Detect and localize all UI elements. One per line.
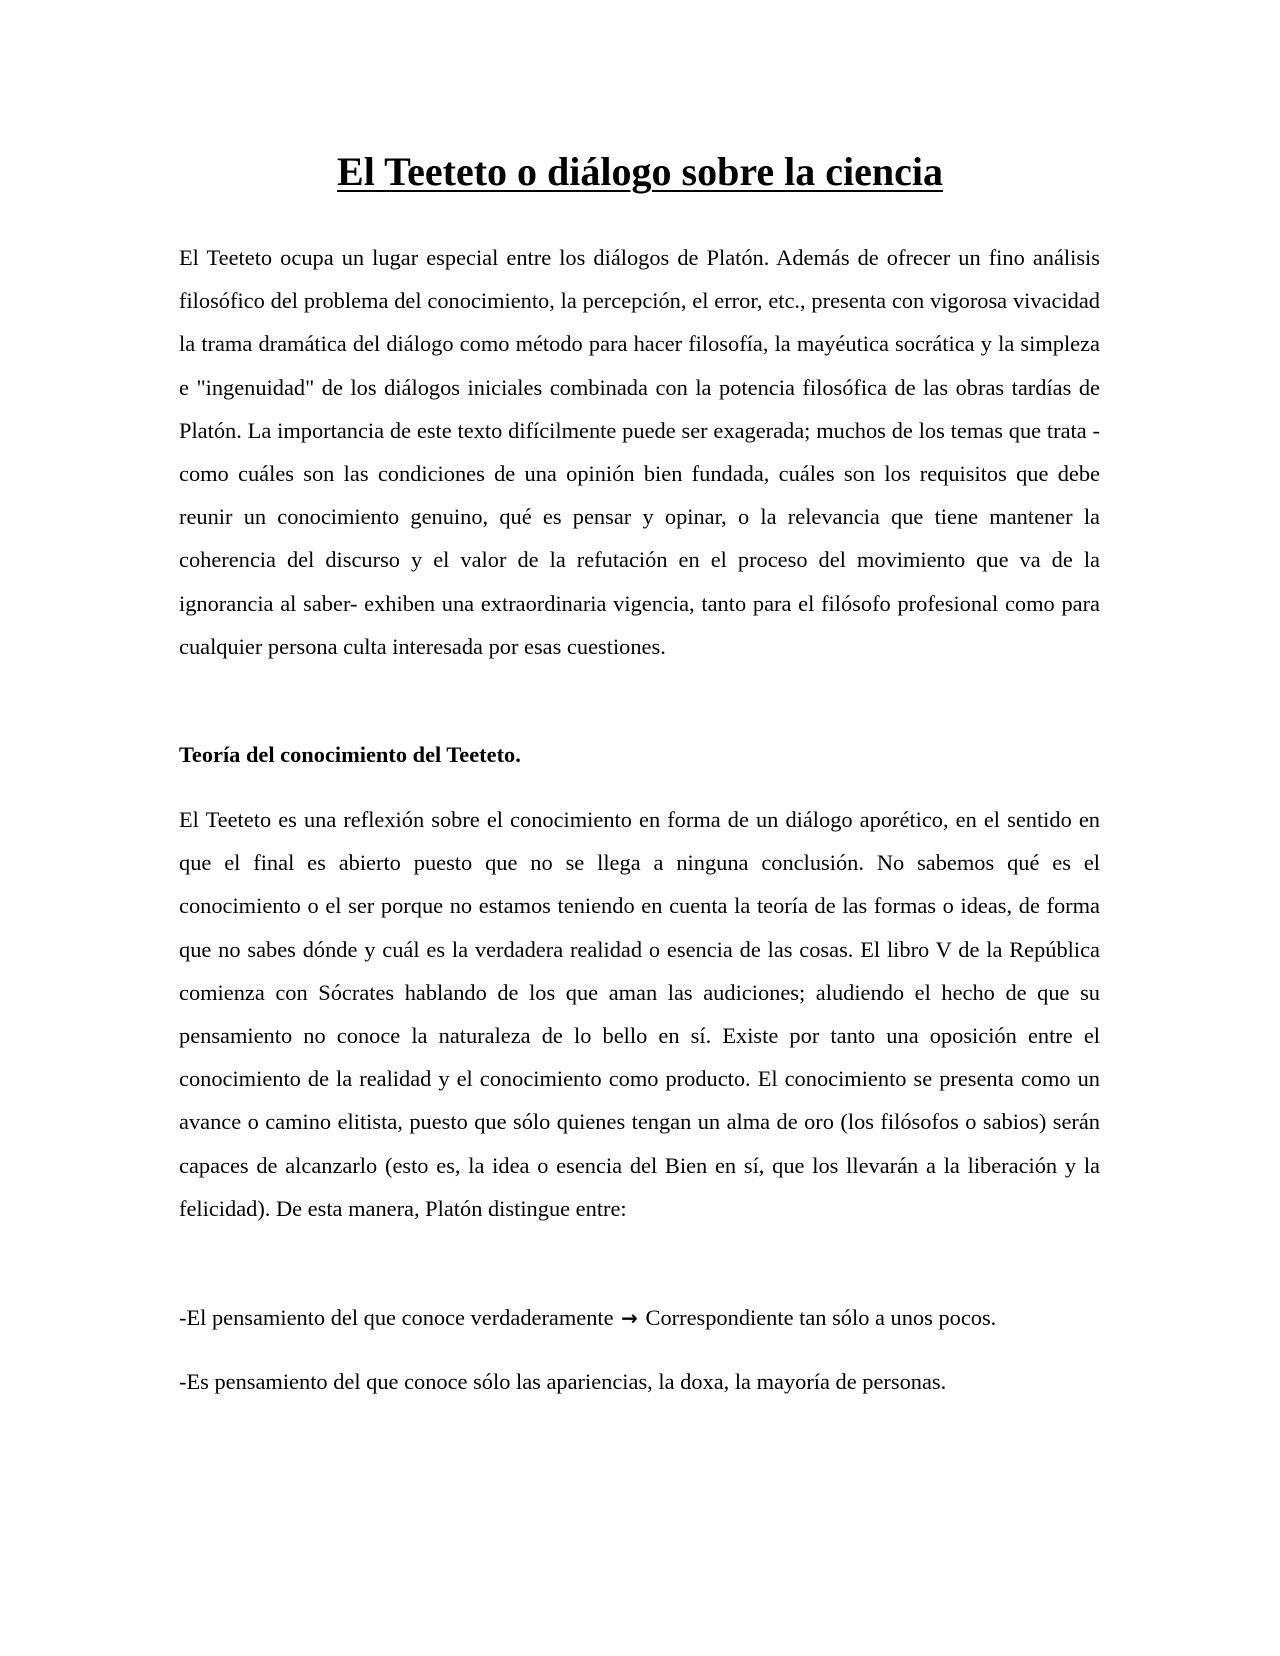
distinction-line-1 <box>179 1296 1100 1340</box>
section-heading: Teoría del conocimiento del Teeteto. <box>179 742 521 767</box>
distinction-line-1-left: -El pensamiento del que conoce verdaderamente <box>179 1305 614 1330</box>
distinction-line-1-right: Correspondiente tan sólo a unos pocos. <box>645 1305 997 1330</box>
paragraph-theory: El Teeteto es una reflexión sobre el conocimiento en forma de un diálogo aporético, en el sentido en que el final es abierto puesto que no se llega a ninguna conclusión. No sabemos qué es el conocimiento o el ser porque no estamos teniendo en cuenta la teoría de las formas o ideas, de forma que no sabes dónde y cuál es la verdadera realidad o esencia de las cosas. El libro V de la República comienza con Sócrates hablando de los que aman las audiciones; aludiendo el hecho de que su pensamiento no conoce la naturaleza de lo bello en sí. Existe por tanto una oposición entre el conocimiento de la realidad y el conocimiento como producto. El conocimiento se presenta como un avance o camino elitista, puesto que sólo quienes tengan un alma de oro (los filósofos o sabios) serán capaces de alcanzarlo (esto es, la idea o esencia del Bien en sí, que los llevarán a la liberación y la felicidad). De esta manera, Platón distingue entre: <box>179 807 1100 1221</box>
distinction-line-2: -Es pensamiento del que conoce sólo las apariencias, la doxa, la mayoría de personas. <box>179 1369 947 1394</box>
arrow-right-icon: → <box>621 1306 638 1330</box>
document-title: El Teeteto o diálogo sobre la ciencia <box>337 149 943 194</box>
paragraph-intro: El Teeteto ocupa un lugar especial entre los diálogos de Platón. Además de ofrecer un fino análisis filosófico del problema del conocimiento, la percepción, el error, etc., presenta con vigorosa vivacidad la trama dramática del diálogo como método para hacer filosofía, la mayéutica socrática y la simpleza e "ingenuidad" de los diálogos iniciales combinada con la potencia filosófica de las obras tardías de Platón. La importancia de este texto difícilmente puede ser exagerada; muchos de los temas que trata -como cuáles son las condiciones de una opinión bien fundada, cuáles son los requisitos que debe reunir un conocimiento genuino, qué es pensar y opinar, o la relevancia que tiene mantener la coherencia del discurso y el valor de la refutación en el proceso del movimiento que va de la ignorancia al saber- exhiben una extraordinaria vigencia, tanto para el filósofo profesional como para cualquier persona culta interesada por esas cuestiones. <box>179 245 1100 659</box>
